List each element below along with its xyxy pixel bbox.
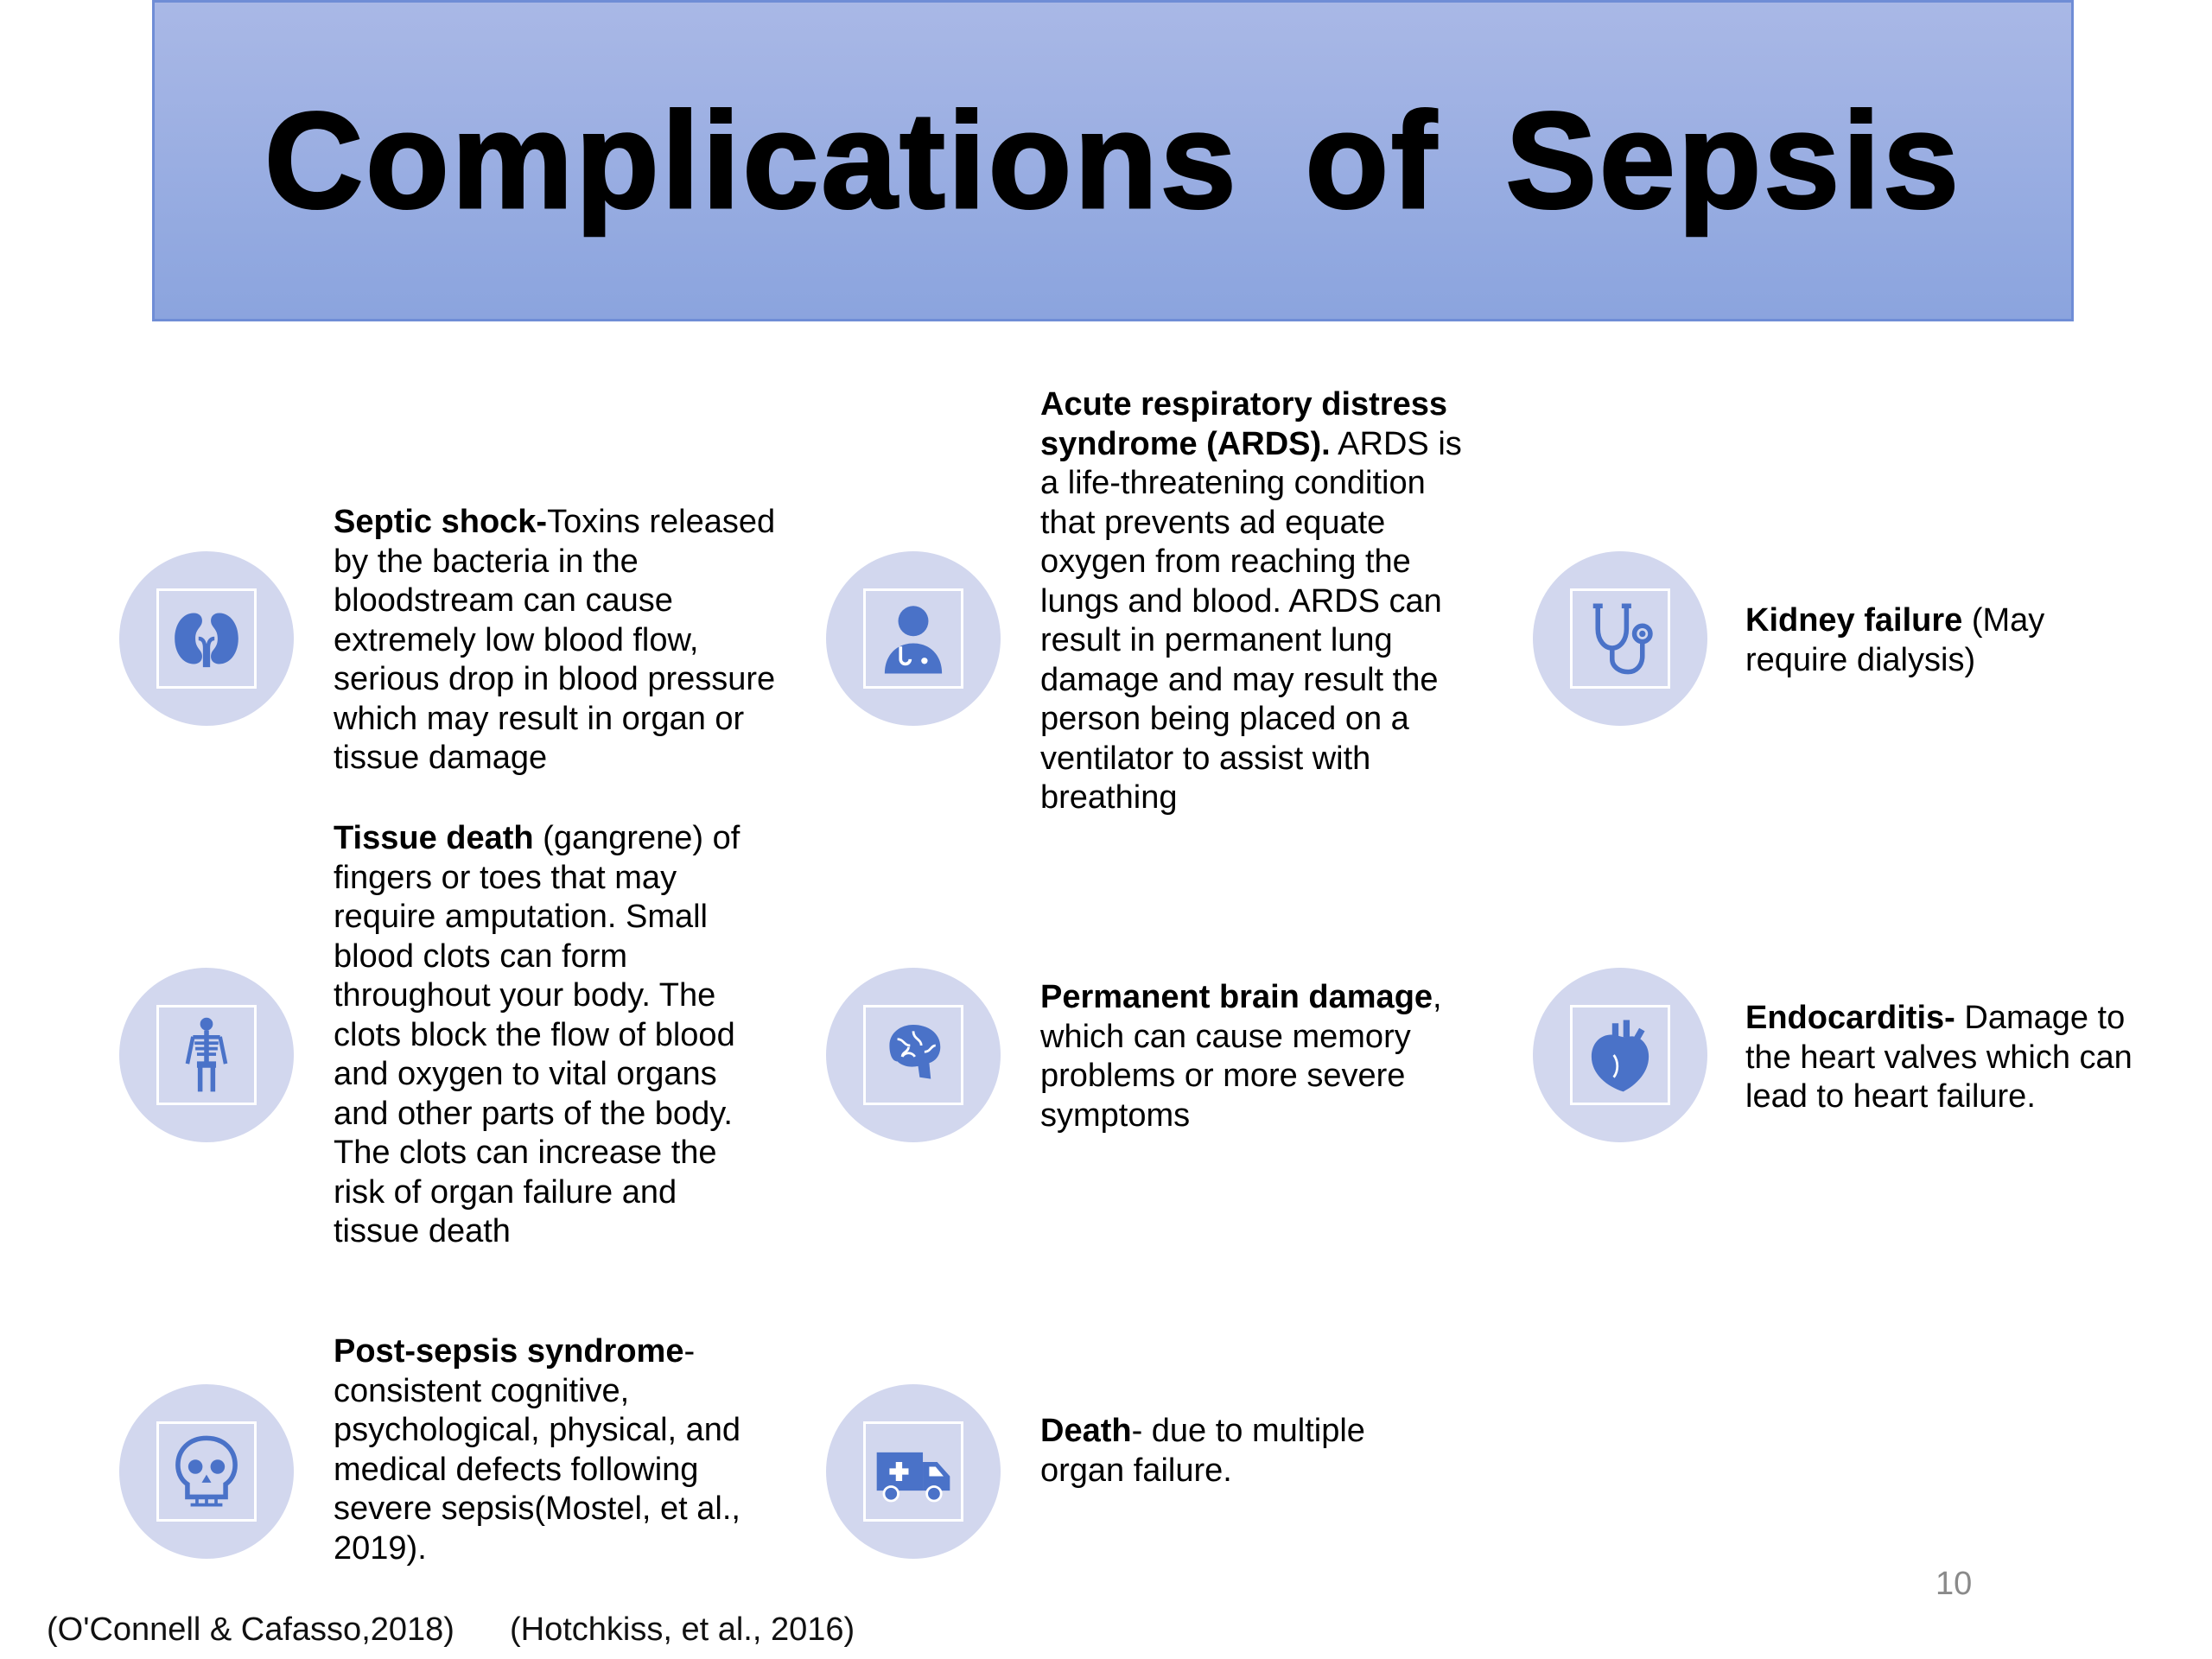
septic-shock-icon-circle [119,551,294,726]
brain-icon [874,1015,953,1095]
kidney-failure-body: (May require dialysis) [1745,602,2045,678]
endocarditis-heading: Endocarditis- [1745,1000,1955,1036]
heart-icon [1580,1015,1660,1095]
death-icon-circle [826,1384,1001,1559]
tissue-death-icon-circle [119,968,294,1142]
doctor-icon [874,599,953,678]
brain-damage-body: , which can cause memory problems or more severe symptoms [1040,979,1442,1134]
septic-shock-body: Toxins released by the bacteria in the bloodstream can cause extremely low blood flow, serious drop in blood pressure which may result in organ or tissue damage [334,504,776,776]
page-title: Complications of Sepsis [264,84,1961,237]
ards-body: ARDS is a life-threatening condition that prevents ad equate oxygen from reaching the lungs and blood. ARDS can result in permanent lung damage and may result the person being placed on a ventilator to assist with breathing [1040,425,1462,816]
tissue-death-body: (gangrene) of fingers or toes that may require amputation. Small blood clots can form throughout your body. The clots block the flow of blood and oxygen to vital organs and other parts of the body. The clots can increase the risk of organ failure and tissue death [334,820,741,1249]
tissue-death-text [334,819,766,1252]
post-sepsis-heading: Post-sepsis syndrome [334,1333,684,1370]
skeleton-icon [167,1015,246,1095]
brain-damage-heading: Permanent brain damage [1040,979,1433,1015]
kidneys-icon [167,599,246,678]
endocarditis-body: Damage to the heart valves which can lead to heart failure. [1745,1000,2133,1115]
brain-damage-icon-circle [826,968,1001,1142]
septic-shock-heading: Septic shock- [334,504,548,540]
septic-shock-text [334,503,783,779]
ards-heading: Acute respiratory distress syndrome (ARDS). [1040,386,1447,462]
title-banner [152,0,2074,321]
reference-oconnell: (O'Connell & Cafasso,2018) [47,1611,454,1648]
brain-damage-text [1040,978,1472,1135]
skull-icon [167,1432,246,1511]
reference-hotchkiss: (Hotchkiss, et al., 2016) [510,1611,855,1648]
ards-text [1040,385,1472,818]
post-sepsis-icon-circle [119,1384,294,1559]
death-text [1040,1412,1403,1491]
post-sepsis-body: -consistent cognitive, psychological, physical, and medical defects following severe sepsis(Mostel, et al., 2019). [334,1333,741,1567]
kidney-failure-text [1745,601,2152,680]
page-number: 10 [1936,1566,1973,1602]
death-body: - due to multiple organ failure. [1040,1413,1365,1489]
post-sepsis-text [334,1332,757,1568]
death-heading: Death [1040,1413,1132,1449]
kidney-failure-heading: Kidney failure [1745,602,1963,639]
endocarditis-text [1745,999,2177,1117]
ards-icon-circle [826,551,1001,726]
stethoscope-icon [1580,599,1660,678]
tissue-death-heading: Tissue death [334,820,534,856]
ambulance-icon [874,1432,953,1511]
endocarditis-icon-circle [1533,968,1707,1142]
kidney-failure-icon-circle [1533,551,1707,726]
